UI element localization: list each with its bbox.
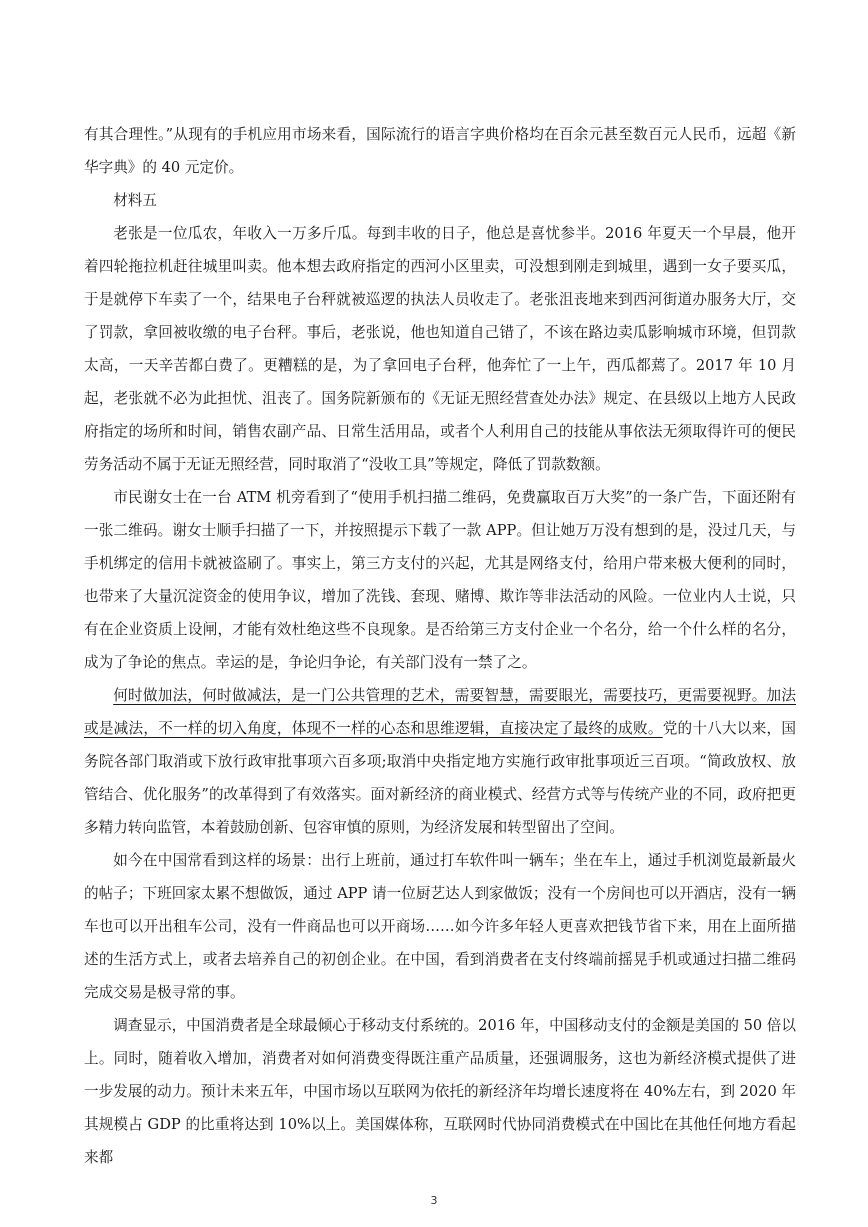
section-heading-material-five: 材料五 [113,192,157,209]
paragraph-6: 如今在中国常看到这样的场景：出行上班前，通过打车软件叫一辆车；坐在车上，通过手机浏览最新最火的帖子；下班回家太累不想做饭，通过 APP 请一位厨艺达人到家做饭；没有一个房间也可以开酒店，没有一辆车也可以开出租车公司，没有一件商品也可以开商场……如今许多年轻人更喜欢把钱节省下来，用在上面所描述的生活方式上，或者去培养自己的初创企业。在中国，看到消费者在支付终端前摇晃手机或通过扫描二维码完成交易是极寻常的事。 [84,852,796,1001]
paragraph-1: 有其合理性。”从现有的手机应用市场来看，国际流行的语言字典价格均在百余元甚至数百元人民币，远超《新华字典》的 40 元定价。 [84,126,796,176]
page-number: 3 [430,1194,438,1207]
paragraph-4: 市民谢女士在一台 ATM 机旁看到了“使用手机扫描二维码，免费赢取百万大奖”的一条广告，下面还附有一张二维码。谢女士顺手扫描了一下，并按照提示下载了一款 APP。但让她万万没有想到的是，没过几天，与手机绑定的信用卡就被盗刷了。事实上，第三方支付的兴起，尤其是网络支付，给用户带来极大便利的同时，也带来了大量沉淀资金的使用争议，增加了洗钱、套现、赌博、欺诈等非法活动的风险。一位业内人士说，只有在企业资质上设闸，才能有效杜绝这些不良现象。是否给第三方支付企业一个名分，给一个什么样的名分，成为了争论的焦点。幸运的是，争论归争论，有关部门没有一禁了之。 [84,489,796,671]
document-body [84,118,796,1174]
paragraph-7: 调查显示，中国消费者是全球最倾心于移动支付系统的。2016 年，中国移动支付的金额是美国的 50 倍以上。同时，随着收入增加，消费者对如何消费变得既注重产品质量，还强调服务，这也为新经济模式提供了进一步发展的动力。预计未来五年，中国市场以互联网为依托的新经济年均增长速度将在 40%左右，到 2020 年其规模占 GDP 的比重将达到 10%以上。美国媒体称，互联网时代协同消费模式在中国比在其他任何地方看起来都 [84,1017,796,1166]
paragraph-5-rest: 党的十八大以来，国务院各部门取消或下放行政审批事项六百多项;取消中央指定地方实施行政审批事项近三百项。“简政放权、放管结合、优化服务”的改革得到了有效落实。面对新经济的商业模式、经营方式等与传统产业的不同，政府把更多精力转向监管，本着鼓励创新、包容审慎的原则，为经济发展和转型留出了空间。 [84,720,796,836]
paragraph-3: 老张是一位瓜农，年收入一万多斤瓜。每到丰收的日子，他总是喜忧参半。2016 年夏天一个早晨，他开着四轮拖拉机赶往城里叫卖。他本想去政府指定的西河小区里卖，可没想到刚走到城里，遇到一女子要买瓜，于是就停下车卖了一个，结果电子台秤就被巡逻的执法人员收走了。老张沮丧地来到西河街道办服务大厅，交了罚款，拿回被收缴的电子台秤。事后，老张说，他也知道自己错了，不该在路边卖瓜影响城市环境，但罚款太高，一天辛苦都白费了。更糟糕的是，为了拿回电子台秤，他奔忙了一上午，西瓜都蔫了。2017 年 10 月起，老张就不必为此担忧、沮丧了。国务院新颁布的《无证无照经营查处办法》规定、在县级以上地方人民政府指定的场所和时间，销售农副产品、日常生活用品，或者个人利用自己的技能从事依法无须取得许可的便民劳务活动不属于无证无照经营，同时取消了“没收工具”等规定，降低了罚款数额。 [84,225,796,473]
paragraph-5 [84,679,796,844]
underlined-sentence: 何时做加法，何时做减法，是一门公共管理的艺术，需要智慧，需要眼光，需要技巧，更需要视野。加法或是减法，不一样的切入角度，体现不一样的心态和思维逻辑，直接决定了最终的成败。 [84,687,796,737]
